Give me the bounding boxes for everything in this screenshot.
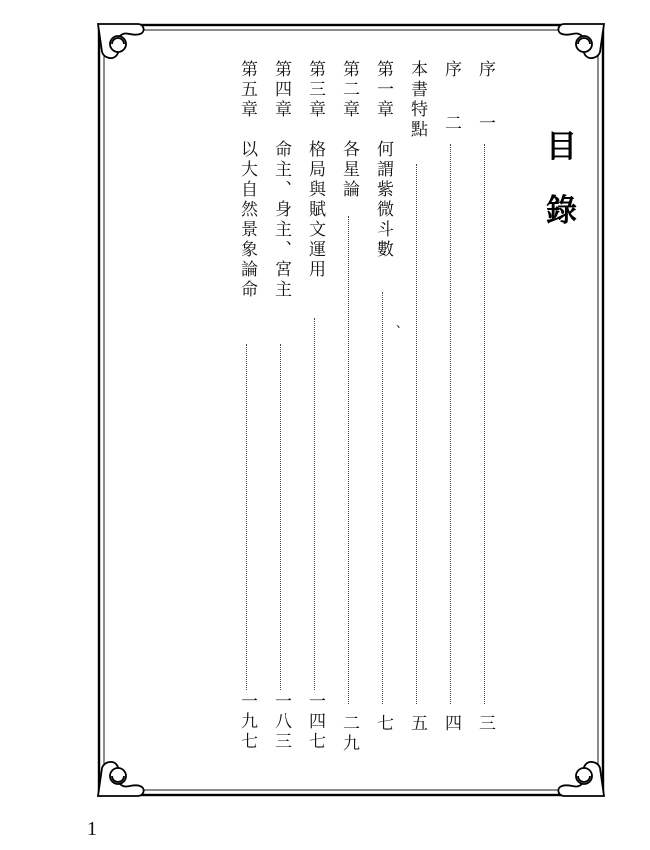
entry-name: 命主、身主、宮主	[271, 140, 291, 300]
entry-chapter: 第三章	[305, 60, 325, 120]
entry-chapter: 第四章	[271, 60, 291, 120]
toc-title-char-1: 目	[546, 129, 577, 165]
dot-leader	[416, 164, 417, 704]
entry-chapter: 第五章	[237, 60, 257, 120]
entry-page: 四	[441, 714, 461, 734]
dot-leader	[382, 292, 383, 704]
entry-page: 七	[373, 714, 393, 734]
toc-entry	[372, 60, 394, 760]
dot-leader	[484, 144, 485, 704]
entry-page: 五	[407, 714, 427, 734]
toc-entry	[338, 60, 360, 760]
toc-entry	[304, 60, 326, 760]
entry-page: 三	[475, 714, 495, 734]
toc-entry	[406, 60, 428, 760]
entry-page: 一九七	[237, 692, 257, 752]
dot-leader	[348, 216, 349, 704]
toc-entry	[440, 60, 462, 760]
toc-title-char-2: 錄	[546, 193, 577, 229]
toc-entry	[270, 60, 292, 760]
entry-page: 一四七	[305, 692, 325, 752]
toc-entry	[236, 60, 258, 760]
entry-page: 一八三	[271, 692, 291, 752]
toc-entry	[474, 60, 496, 760]
entry-name: 以大自然景象論命	[237, 140, 257, 300]
page-number: 1	[87, 818, 97, 840]
dot-leader	[314, 318, 315, 690]
entry-name: 格局與賦文運用	[305, 140, 325, 280]
entry-name: 二	[441, 114, 461, 134]
entry-page: 二九	[339, 714, 359, 754]
ink-mark: 、	[396, 316, 409, 330]
entry-name: 本書特點	[407, 60, 427, 140]
dot-leader	[246, 344, 247, 690]
entry-chapter: 序	[441, 60, 461, 80]
entry-chapter: 序	[475, 60, 495, 80]
entry-chapter: 第二章	[339, 60, 359, 120]
dot-leader	[280, 344, 281, 690]
entry-name: 各星論	[339, 140, 359, 200]
dot-leader	[450, 144, 451, 704]
entry-name: 一	[475, 114, 495, 134]
entry-name: 何謂紫微斗數	[373, 140, 393, 260]
entry-chapter: 第一章	[373, 60, 393, 120]
